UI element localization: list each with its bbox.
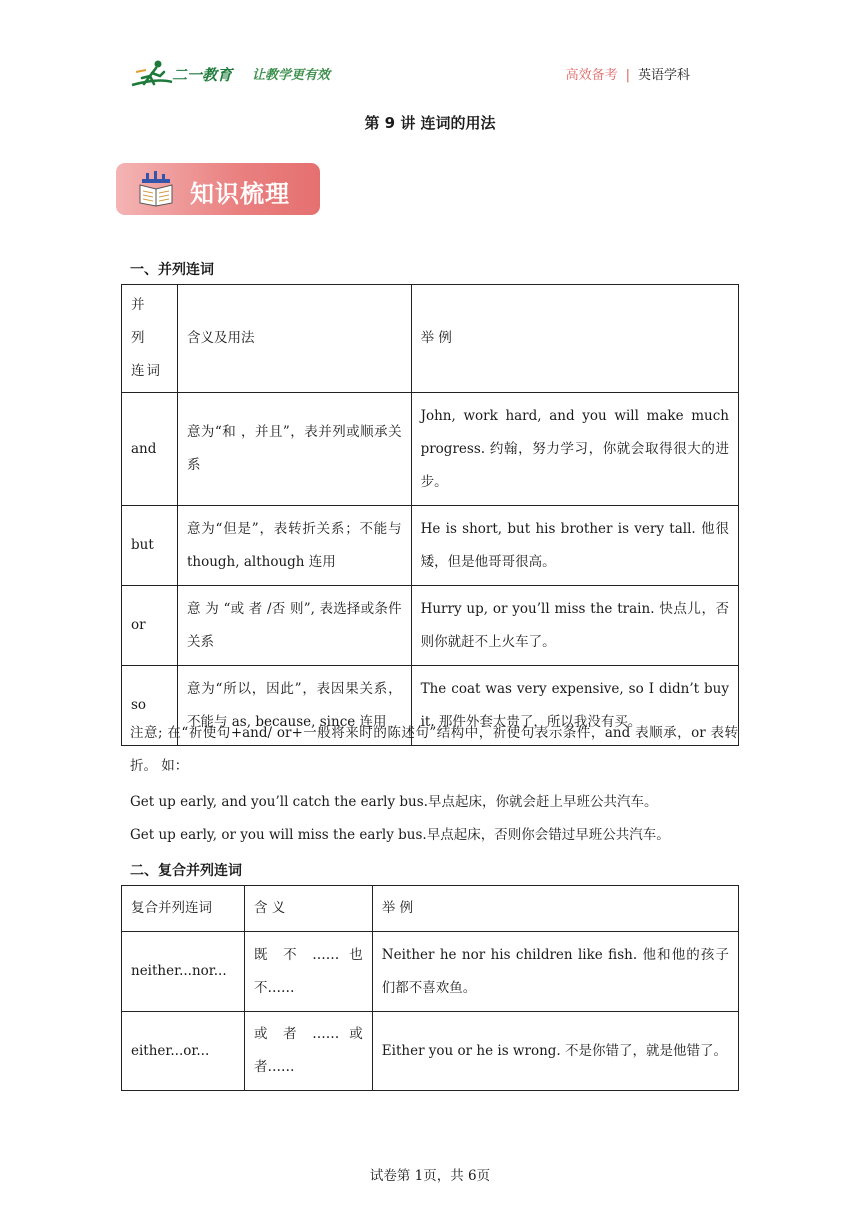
table-cell: or [122,586,178,666]
header-cell: 举 例 [372,886,738,932]
table-cell: 意为“和 ，并且”，表并列或顺承关系 [177,393,411,506]
page-header [0,0,860,100]
table-cell: but [122,506,178,586]
table-cell: neither...nor... [122,932,245,1012]
open-book-icon [138,171,174,207]
table-cell: so [122,666,178,746]
table-cell: The coat was very expensive, so I didn’t buy it. 那件外套太贵了，所以我没有买。 [411,666,738,746]
table-cell: John, work hard, and you will make much progress. 约翰，努力学习，你就会取得很大的进步。 [411,393,738,506]
table-row [122,1012,739,1091]
banner-label: 知识梳理 [190,180,290,208]
header-cell: 并 列 连词 [122,285,178,393]
note-paragraph: 注意; 在“祈使句+and/ or+一般将来时的陈述句”结构中，祈使句表示条件，and 表顺承，or 表转折。 如： [130,725,738,774]
table-row [122,506,739,586]
slogan: 让教学更有效 [252,68,331,83]
header-cell: 举 例 [411,285,738,393]
coordinating-conjunctions-table [121,284,739,746]
table-cell: 既 不 …… 也 不…… [244,932,372,1012]
logo-text: 二一教育 [172,66,233,84]
subject-label: 英语学科 [637,68,690,83]
table-row [122,932,739,1012]
example-sentence: Get up early, and you’ll catch the early bus.早点起床，你就会赶上早班公共汽车。 [130,794,658,810]
correlative-conjunctions-table [121,885,739,1091]
page-title: 第 9 讲 连词的用法 [364,114,496,132]
table-cell: He is short, but his brother is very tall. 他很矮，但是他哥哥很高。 [411,506,738,586]
header-cell: 复合并列连词 [122,886,245,932]
table-row [122,393,739,506]
section-banner [116,163,320,215]
section2-heading: 二、复合并列连词 [130,863,242,879]
page-footer: 试卷第 1页，共 6页 [369,1168,491,1184]
table-cell: Either you or he is wrong. 不是你错了，就是他错了。 [372,1012,738,1091]
table-cell: Neither he nor his children like fish. 他和他的孩子们都不喜欢鱼。 [372,932,738,1012]
table-cell: 或 者 …… 或 者…… [244,1012,372,1091]
table-cell: and [122,393,178,506]
header-cell: 含 义 [244,886,372,932]
table-cell: 意 为 “或 者 /否 则”, 表选择或条件关系 [177,586,411,666]
table-cell: 意为“但是”，表转折关系；不能与 though, although 连用 [177,506,411,586]
table-header-row [122,886,739,932]
brand-label: 高效备考 [565,68,618,83]
header-right [566,64,690,83]
table-cell: Hurry up, or you’ll miss the train. 快点儿，否则你就赶不上火车了。 [411,586,738,666]
header-cell: 含义及用法 [177,285,411,393]
table-cell: either...or... [122,1012,245,1091]
example-sentence: Get up early, or you will miss the early bus.早点起床，否则你会错过早班公共汽车。 [130,827,670,843]
table-cell: 意为“所以，因此”，表因果关系，不能与 as, because, since 连用 [177,666,411,746]
section1-heading: 一、并列连词 [130,262,214,278]
header-separator: | [625,68,630,83]
table-row [122,586,739,666]
table-header-row [122,285,739,393]
